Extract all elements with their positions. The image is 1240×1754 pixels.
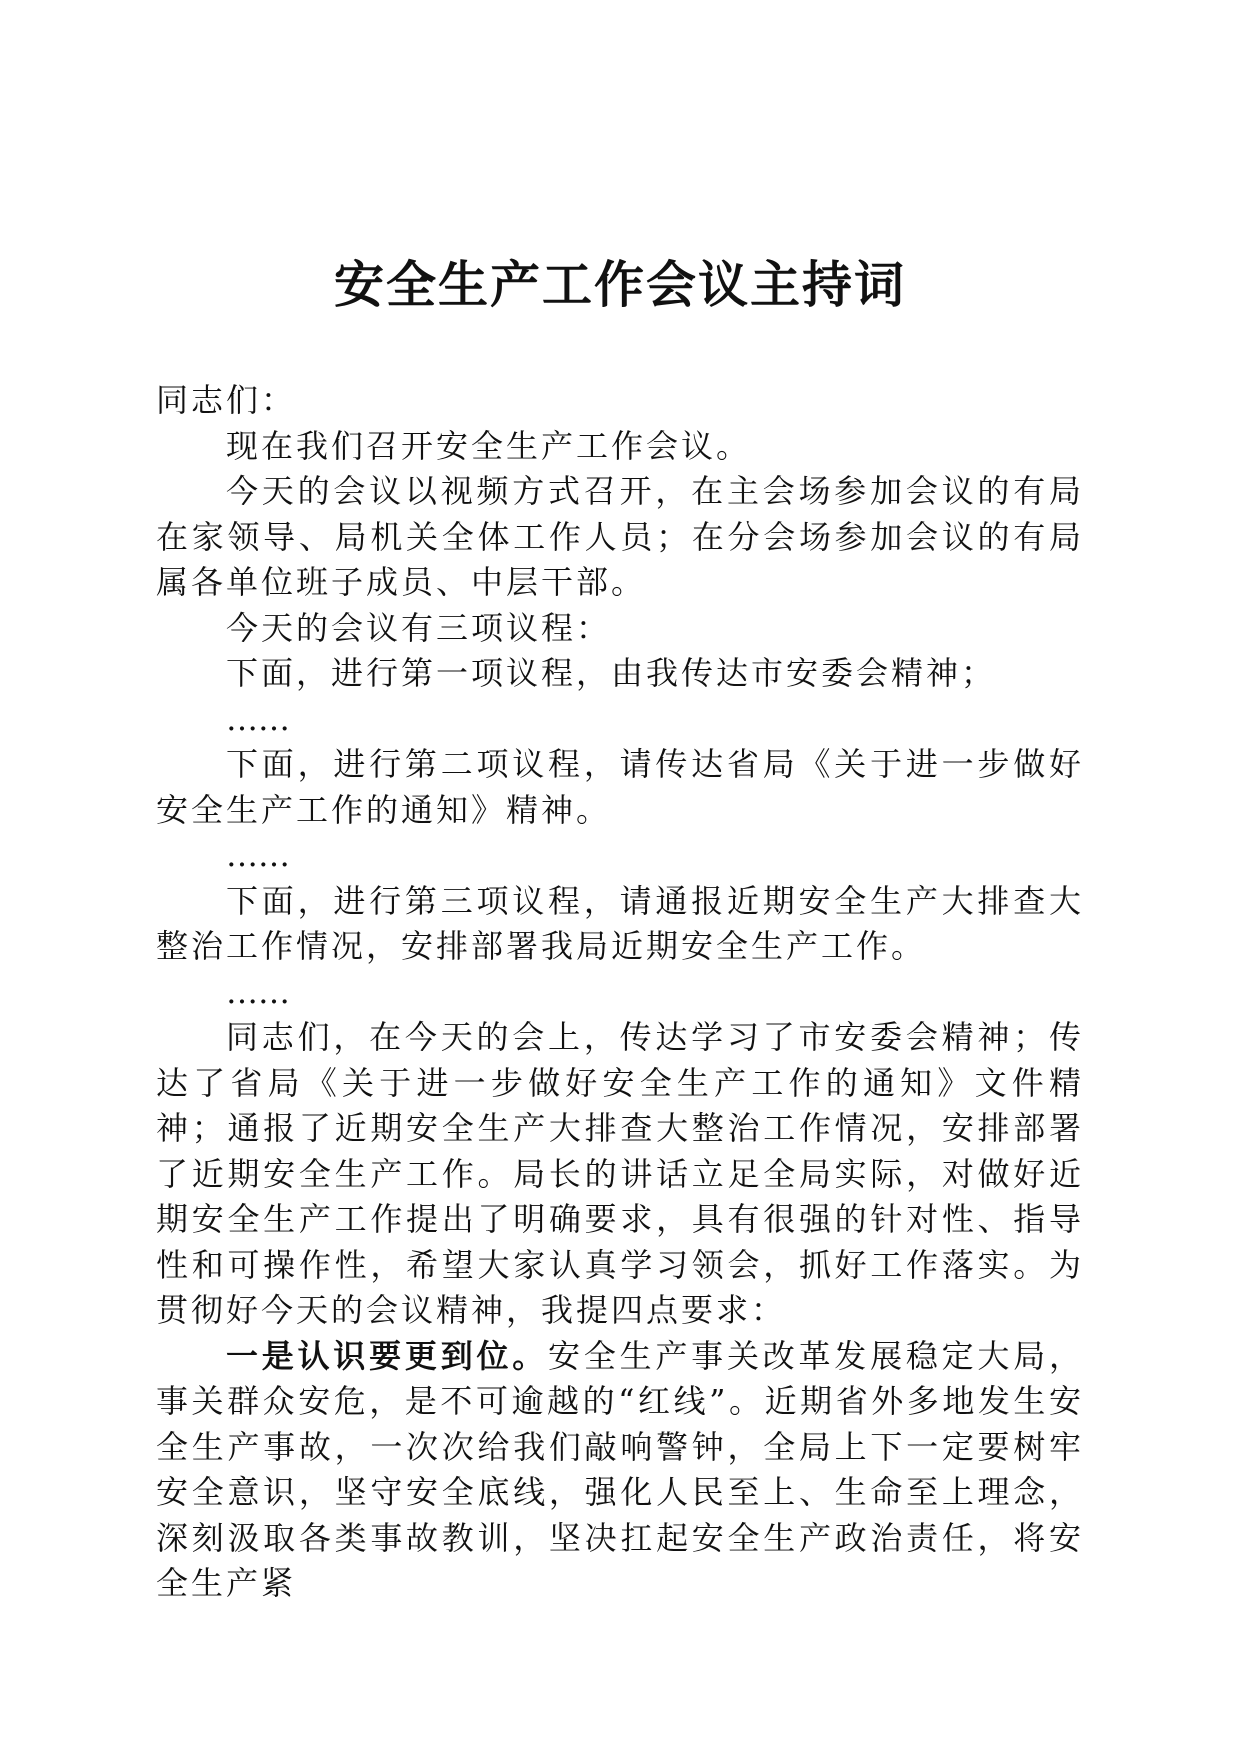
salutation: 同志们：: [156, 381, 297, 419]
paragraph-attendees: 今天的会议以视频方式召开，在主会场参加会议的有局在家领导、局机关全体工作人员；在分会场参加会议的有局属各单位班子成员、中层干部。: [156, 472, 1084, 601]
paragraph-agenda-item-3: 下面，进行第三项议程，请通报近期安全生产大排查大整治工作情况，安排部署我局近期安全生产工作。: [156, 881, 1084, 965]
paragraph-requirement-1: [156, 1334, 1084, 1607]
paragraph-opening: 现在我们召开安全生产工作会议。: [226, 426, 752, 465]
paragraph-agenda-intro: 今天的会议有三项议程：: [226, 608, 612, 647]
ellipsis-1: ……: [226, 699, 290, 738]
paragraph-agenda-item-2: 下面，进行第二项议程，请传达省局《关于进一步做好安全生产工作的通知》精神。: [156, 745, 1084, 829]
document-body: [156, 378, 1084, 1607]
requirement-1-text: 安全生产事关改革发展稳定大局，事关群众安危，是不可逾越的“红线”。近期省外多地发生安全生产事故，一次次给我们敲响警钟，全局上下一定要树牢安全意识，坚守安全底线，强化人民至上、生命至上理念，深刻汲取各类事故教训，坚决扛起安全生产政治责任，将安全生产紧: [156, 1336, 1084, 1602]
requirement-1-heading: 一是认识要更到位。: [226, 1336, 549, 1375]
ellipsis-2: ……: [226, 836, 290, 874]
paragraph-agenda-item-1: 下面，进行第一项议程，由我传达市安委会精神；: [226, 654, 997, 692]
paragraph-summary: 同志们，在今天的会上，传达学习了市安委会精神；传达了省局《关于进一步做好安全生产工作的通知》文件精神；通报了近期安全生产大排查大整治工作情况，安排部署了近期安全生产工作。局长的讲话立足全局实际，对做好近期安全生产工作提出了明确要求，具有很强的针对性、指导性和可操作性，希望大家认真学习领会，抓好工作落实。为贯彻好今天的会议精神，我提四点要求：: [156, 1018, 1084, 1329]
ellipsis-3: ……: [226, 972, 290, 1011]
document-title: 安全生产工作会议主持词: [334, 255, 906, 314]
